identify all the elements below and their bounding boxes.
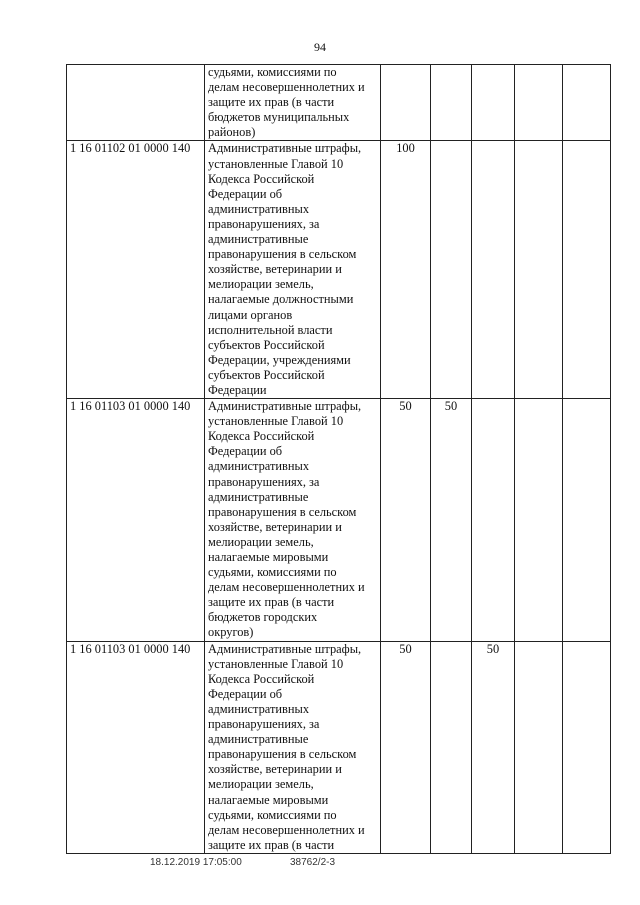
table-row: [67, 641, 611, 853]
footer-document-id: 38762/2-3: [290, 857, 336, 868]
value-cell: 50: [472, 641, 515, 853]
revenue-code-cell: 1 16 01103 01 0000 140: [67, 399, 205, 642]
page-number: 94: [314, 40, 326, 54]
revenue-description-cell: судьями, комиссиями по делам несовершеннолетних и защите их прав (в части бюджетов муниципальных районов): [205, 65, 381, 141]
value-cell: [563, 641, 611, 853]
value-cell: [515, 641, 563, 853]
value-cell: [472, 399, 515, 642]
value-cell: [563, 399, 611, 642]
table-row: [67, 399, 611, 642]
value-cell: [431, 641, 472, 853]
revenue-code-cell: 1 16 01102 01 0000 140: [67, 141, 205, 399]
table-row: [67, 141, 611, 399]
value-cell: [472, 65, 515, 141]
value-cell: 100: [381, 141, 431, 399]
value-cell: [515, 141, 563, 399]
revenue-description-cell: Административные штрафы, установленные Главой 10 Кодекса Российской Федерации об административных правонарушениях, за административные правонарушения в сельском хозяйстве, ветеринарии и мелиорации земель, налагаемые мировыми судьями, комиссиями по делам несовершеннолетних и защите их прав (в части: [205, 641, 381, 853]
value-cell: [472, 141, 515, 399]
revenue-description-cell: Административные штрафы, установленные Главой 10 Кодекса Российской Федерации об административных правонарушениях, за административные правонарушения в сельском хозяйстве, ветеринарии и мелиорации земель, налагаемые мировыми судьями, комиссиями по делам несовершеннолетних и защите их прав (в части бюджетов городских округов): [205, 399, 381, 642]
value-cell: [381, 65, 431, 141]
revenue-code-cell: [67, 65, 205, 141]
value-cell: 50: [431, 399, 472, 642]
revenue-code-cell: 1 16 01103 01 0000 140: [67, 641, 205, 853]
table-row: [67, 65, 611, 141]
footer-timestamp: 18.12.2019 17:05:00: [150, 857, 242, 868]
value-cell: 50: [381, 641, 431, 853]
value-cell: [515, 65, 563, 141]
value-cell: [563, 65, 611, 141]
value-cell: [431, 65, 472, 141]
value-cell: 50: [381, 399, 431, 642]
value-cell: [515, 399, 563, 642]
budget-revenue-table: [66, 64, 611, 854]
value-cell: [431, 141, 472, 399]
value-cell: [563, 141, 611, 399]
revenue-description-cell: Административные штрафы, установленные Главой 10 Кодекса Российской Федерации об административных правонарушениях, за административные правонарушения в сельском хозяйстве, ветеринарии и мелиорации земель, налагаемые должностными лицами органов исполнительной власти субъектов Российской Федерации, учреждениями субъектов Российской Федерации: [205, 141, 381, 399]
